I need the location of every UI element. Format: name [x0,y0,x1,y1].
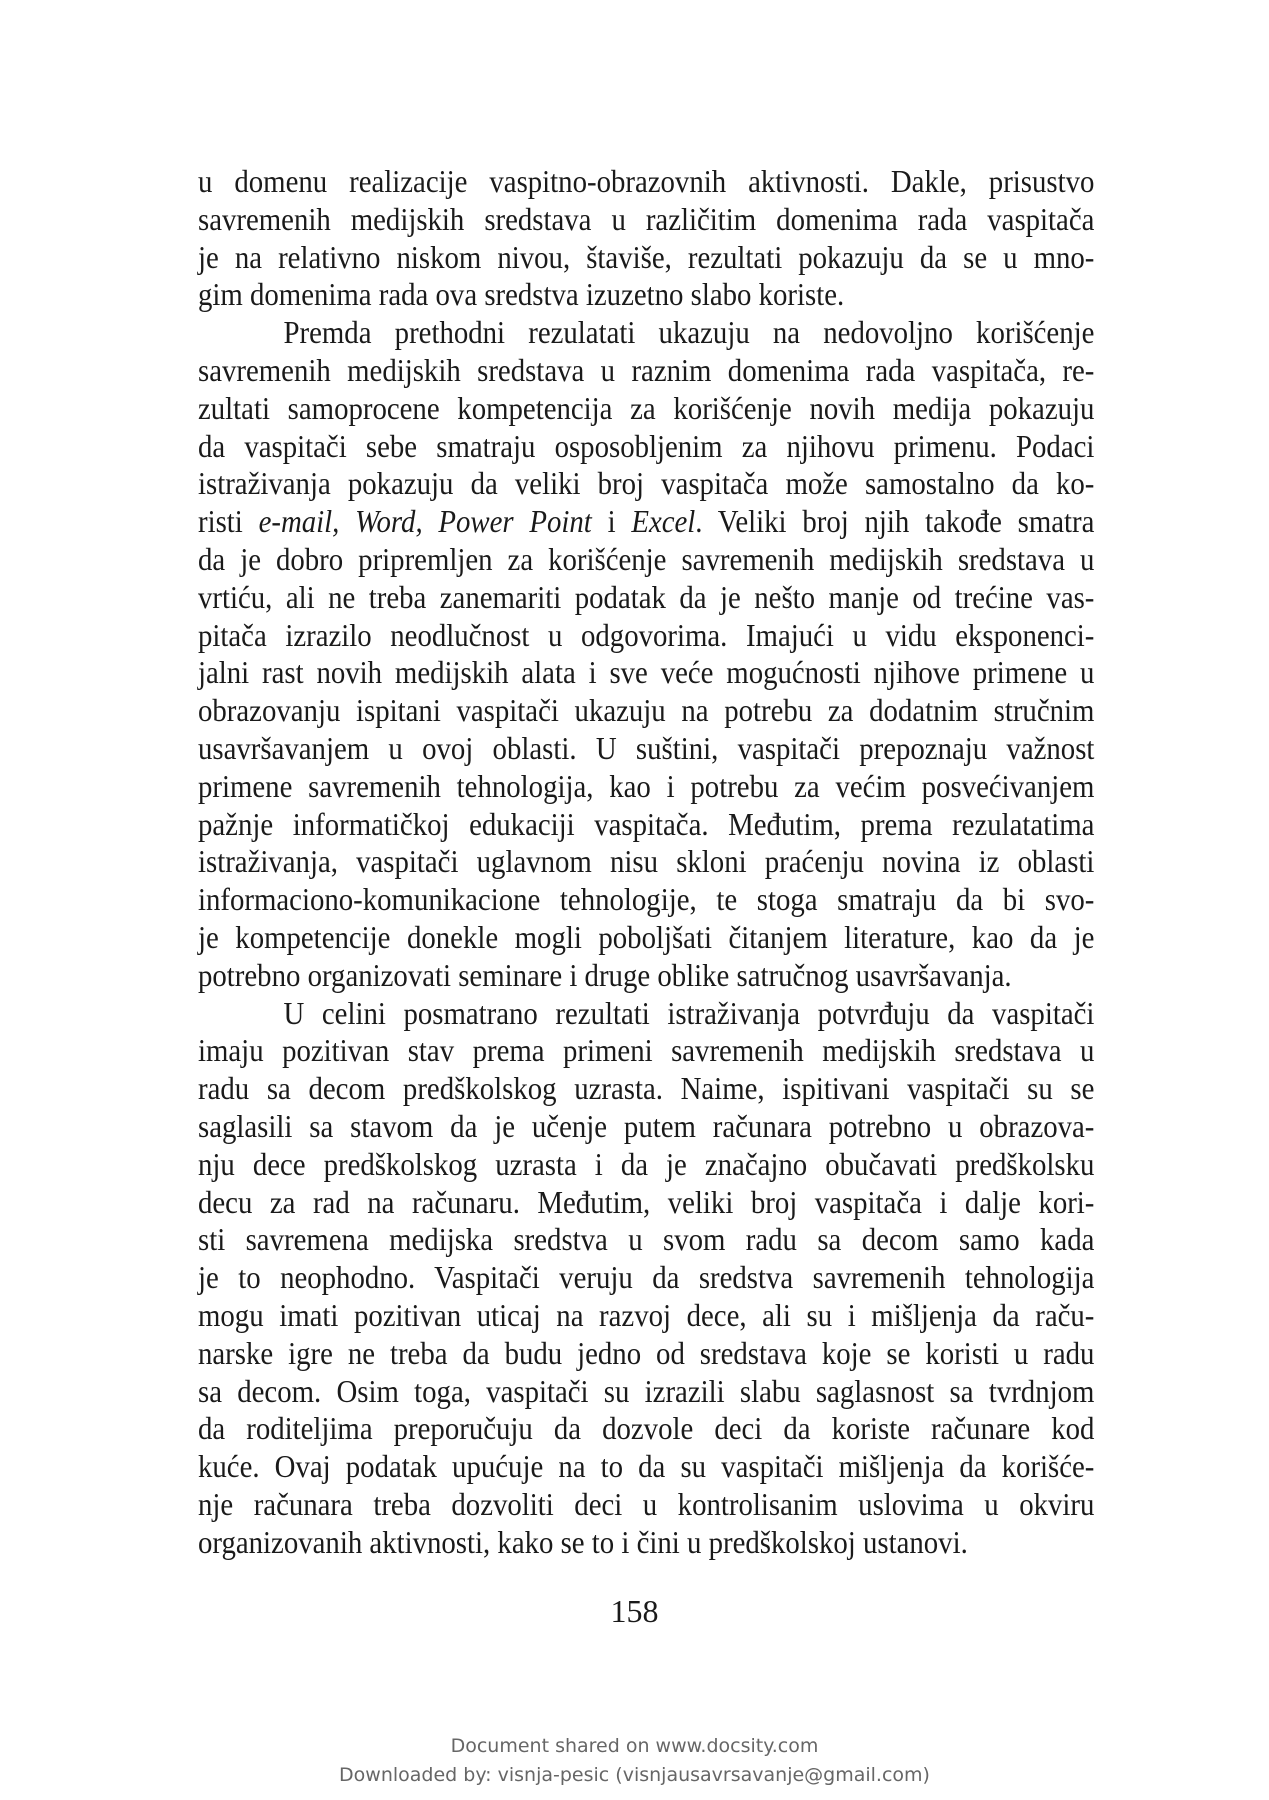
text-line-content: zultati samoprocene kompetencija za korišćenje novih medija pokazuju [198,389,1095,426]
text-line [198,617,1094,655]
text-line-content: da vaspitači sebe smatraju osposobljenim za njihovu primenu. Podaci [198,427,1095,464]
text-line [198,1221,1094,1259]
text-line [198,1373,1094,1411]
text-line-content [198,503,1094,541]
text-line-content: narske igre ne treba da budu jedno od sredstava koje se koristi u radu [198,1334,1095,1371]
text-line [198,163,1094,201]
text-line-content: da je dobro pripremljen za korišćenje savremenih medijskih sredstava u [198,540,1095,577]
italic-text-segment: Excel [631,503,696,540]
text-line-content: nju dece predškolskog uzrasta i da je značajno obučavati predškolsku [198,1145,1095,1182]
text-line-content: nje računara treba dozvoliti deci u kontrolisanim uslovima u okviru [198,1485,1095,1522]
italic-text-segment: e-mail, Word, Power Point [258,503,592,540]
text-line [198,503,1094,541]
text-line [198,692,1094,730]
text-segment: . Veliki broj njih takođe smatra [695,503,1095,540]
text-line-content: gim domenima rada ova sredstva izuzetno slabo koriste. [198,276,845,313]
footer-shared-notice: Document shared on www.docsity.com [450,1735,819,1757]
text-line [198,1259,1094,1297]
text-line [198,1448,1094,1486]
text-line [198,390,1094,428]
text-line [198,957,1094,995]
text-line [198,1184,1094,1222]
text-line-content: potrebno organizovati seminare i druge oblike satručnog usavršavanja. [198,956,1012,993]
text-line-content: je kompetencije donekle mogli poboljšati čitanjem literature, kao da je [198,918,1095,955]
text-line [198,1108,1094,1146]
text-line [198,465,1094,503]
footer-downloaded-by: Downloaded by: visnja-pesic (visnjausavrsavanje@gmail.com) [339,1764,930,1786]
text-segment: risti [198,503,259,540]
text-line-content: primene savremenih tehnologija, kao i potrebu za većim posvećivanjem [198,767,1095,804]
text-line [198,201,1094,239]
text-line [198,919,1094,957]
text-line-content: pažnje informatičkoj edukaciji vaspitača. Međutim, prema rezulatatima [198,805,1095,842]
text-line-content: sa decom. Osim toga, vaspitači su izrazili slabu saglasnost sa tvrdnjom [198,1372,1095,1409]
text-line [198,768,1094,806]
text-line [198,730,1094,768]
body-text [198,163,1094,1561]
text-line-content: U celini posmatrano rezultati istraživanja potvrđuju da vaspitači [283,994,1095,1031]
text-line-content: sti savremena medijska sredstva u svom radu sa decom samo kada [198,1221,1095,1258]
text-line [198,314,1094,352]
text-line-content: kuće. Ovaj podatak upućuje na to da su vaspitači mišljenja da korišće- [198,1448,1095,1485]
text-line-content: imaju pozitivan stav prema primeni savremenih medijskih sredstava u [198,1032,1095,1069]
text-line [198,1032,1094,1070]
text-line [198,352,1094,390]
text-line [198,1297,1094,1335]
text-line-content: savremenih medijskih sredstava u različitim domenima rada vaspitača [198,200,1095,237]
text-line-content: savremenih medijskih sredstava u raznim domenima rada vaspitača, re- [198,351,1095,388]
text-line [198,654,1094,692]
text-line [198,1486,1094,1524]
text-line-content: je to neophodno. Vaspitači veruju da sredstva savremenih tehnologija [198,1259,1095,1296]
text-line [198,881,1094,919]
text-line [198,239,1094,277]
text-line [198,995,1094,1033]
text-line-content: je na relativno niskom nivou, štaviše, rezultati pokazuju da se u mno- [198,238,1095,275]
text-line [198,1524,1094,1562]
text-line [198,1070,1094,1108]
text-line-content: pitača izrazilo neodlučnost u odgovorima. Imajući u vidu eksponenci- [198,616,1095,653]
text-line-content: informaciono-komunikacione tehnologije, te stoga smatraju da bi svo- [198,881,1095,918]
text-line-content: istraživanja, vaspitači uglavnom nisu skloni praćenju novina iz oblasti [198,843,1095,880]
page-number: 158 [610,1593,659,1629]
text-line [198,579,1094,617]
text-line [198,1146,1094,1184]
text-line-content: obrazovanju ispitani vaspitači ukazuju na potrebu za dodatnim stručnim [198,692,1095,729]
text-line [198,1335,1094,1373]
text-line-content: saglasili sa stavom da je učenje putem računara potrebno u obrazova- [198,1107,1095,1144]
text-line-content: istraživanja pokazuju da veliki broj vaspitača može samostalno da ko- [198,465,1095,502]
text-line-content: jalni rast novih medijskih alata i sve veće mogućnosti njihove primene u [198,654,1095,691]
text-line [198,541,1094,579]
text-line [198,428,1094,466]
text-line [198,806,1094,844]
text-line [198,1410,1094,1448]
text-line-content: organizovanih aktivnosti, kako se to i čini u predškolskoj ustanovi. [198,1523,968,1560]
text-line-content: da roditeljima preporučuju da dozvole deci da koriste računare kod [198,1410,1095,1447]
text-line-content: Premda prethodni rezulatati ukazuju na nedovoljno korišćenje [283,314,1095,351]
text-line-content: decu za rad na računaru. Međutim, veliki broj vaspitača i dalje kori- [198,1183,1095,1220]
text-line [198,276,1094,314]
text-line-content: usavršavanjem u ovoj oblasti. U suštini, vaspitači prepoznaju važnost [198,729,1095,766]
text-line-content: radu sa decom predškolskog uzrasta. Naime, ispitivani vaspitači su se [198,1070,1095,1107]
text-line [198,843,1094,881]
text-line-content: vrtiću, ali ne treba zanemariti podatak da je nešto manje od trećine vas- [198,578,1095,615]
text-segment: i [591,503,632,540]
text-line-content: mogu imati pozitivan uticaj na razvoj dece, ali su i mišljenja da raču- [198,1296,1095,1333]
text-line-content: u domenu realizacije vaspitno-obrazovnih aktivnosti. Dakle, prisustvo [198,163,1095,199]
